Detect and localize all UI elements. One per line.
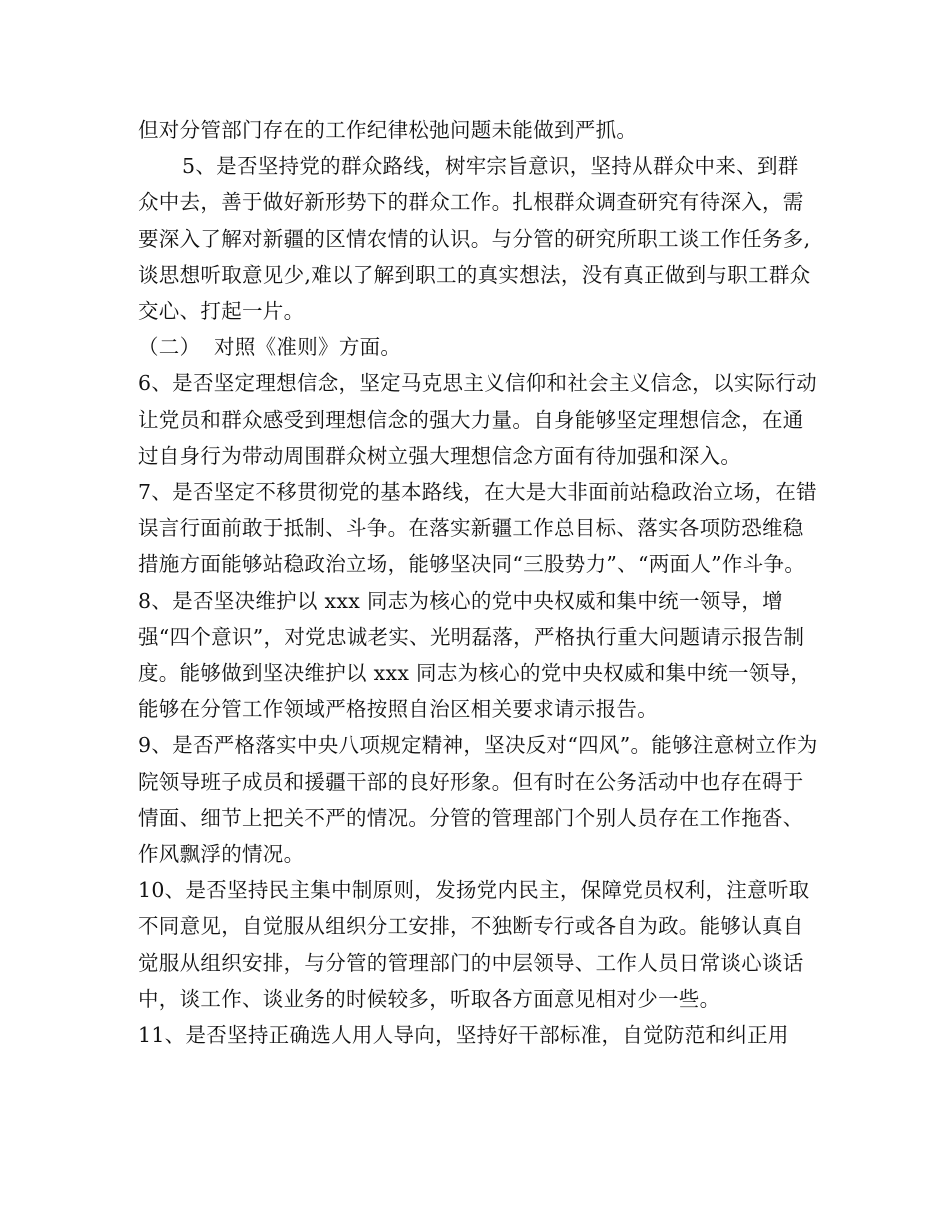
paragraph-item-9: 9、是否严格落实中央八项规定精神，坚决反对“四风”。能够注意树立作为院领导班子成员和援疆干部的良好形象。但有时在公务活动中也存在碍于情面、细节上把关不严的情况。分管的管理部门个别人员存在工作拖沓、作风飘浮的情况。 (138, 733, 818, 867)
document-body (138, 112, 818, 1053)
paragraph-item-6: 6、是否坚定理想信念，坚定马克思主义信仰和社会主义信念，以实际行动让党员和群众感受到理想信念的强大力量。自身能够坚定理想信念，在通过自身行为带动周围群众树立强大理想信念方面有待加强和深入。 (138, 371, 817, 468)
paragraph-item-8: 8、是否坚决维护以 xxx 同志为核心的党中央权威和集中统一领导，增强“四个意识”，对党忠诚老实、光明磊落，严格执行重大问题请示报告制度。能够做到坚决维护以 xxx 同志为核心的党中央权威和集中统一领导，能够在分管工作领域严格按照自治区相关要求请示报告。 (138, 588, 812, 722)
section-heading-2: （二） 对照《准则》方面。 (138, 335, 402, 360)
paragraph-item-5: 5、是否坚持党的群众路线，树牢宗旨意识，坚持从群众中来、到群众中去，善于做好新形势下的群众工作。扎根群众调查研究有待深入，需要深入了解对新疆的区情农情的认识。与分管的研究所职工谈工作任务多,谈思想听取意见少,难以了解到职工的真实想法，没有真正做到与职工群众交心、打起一片。 (138, 154, 811, 324)
paragraph-item-11: 11、是否坚持正确选人用人导向，坚持好干部标准，自觉防范和纠正用 (138, 1023, 789, 1048)
paragraph-continuation: 但对分管部门存在的工作纪律松弛问题未能做到严抓。 (138, 118, 638, 142)
paragraph-item-10: 10、是否坚持民主集中制原则，发扬党内民主，保障党员权利，注意听取不同意见，自觉服从组织分工安排，不独断专行或各自为政。能够认真自觉服从组织安排，与分管的管理部门的中层领导、工作人员日常谈心谈话中，谈工作、谈业务的时候较多，听取各方面意见相对少一些。 (138, 878, 810, 1011)
paragraph-item-7: 7、是否坚定不移贯彻党的基本路线，在大是大非面前站稳政治立场，在错误言行面前敢于抵制、斗争。在落实新疆工作总目标、落实各项防恐维稳措施方面能够站稳政治立场，能够坚决同“三股势力”、“两面人”作斗争。 (138, 480, 817, 577)
